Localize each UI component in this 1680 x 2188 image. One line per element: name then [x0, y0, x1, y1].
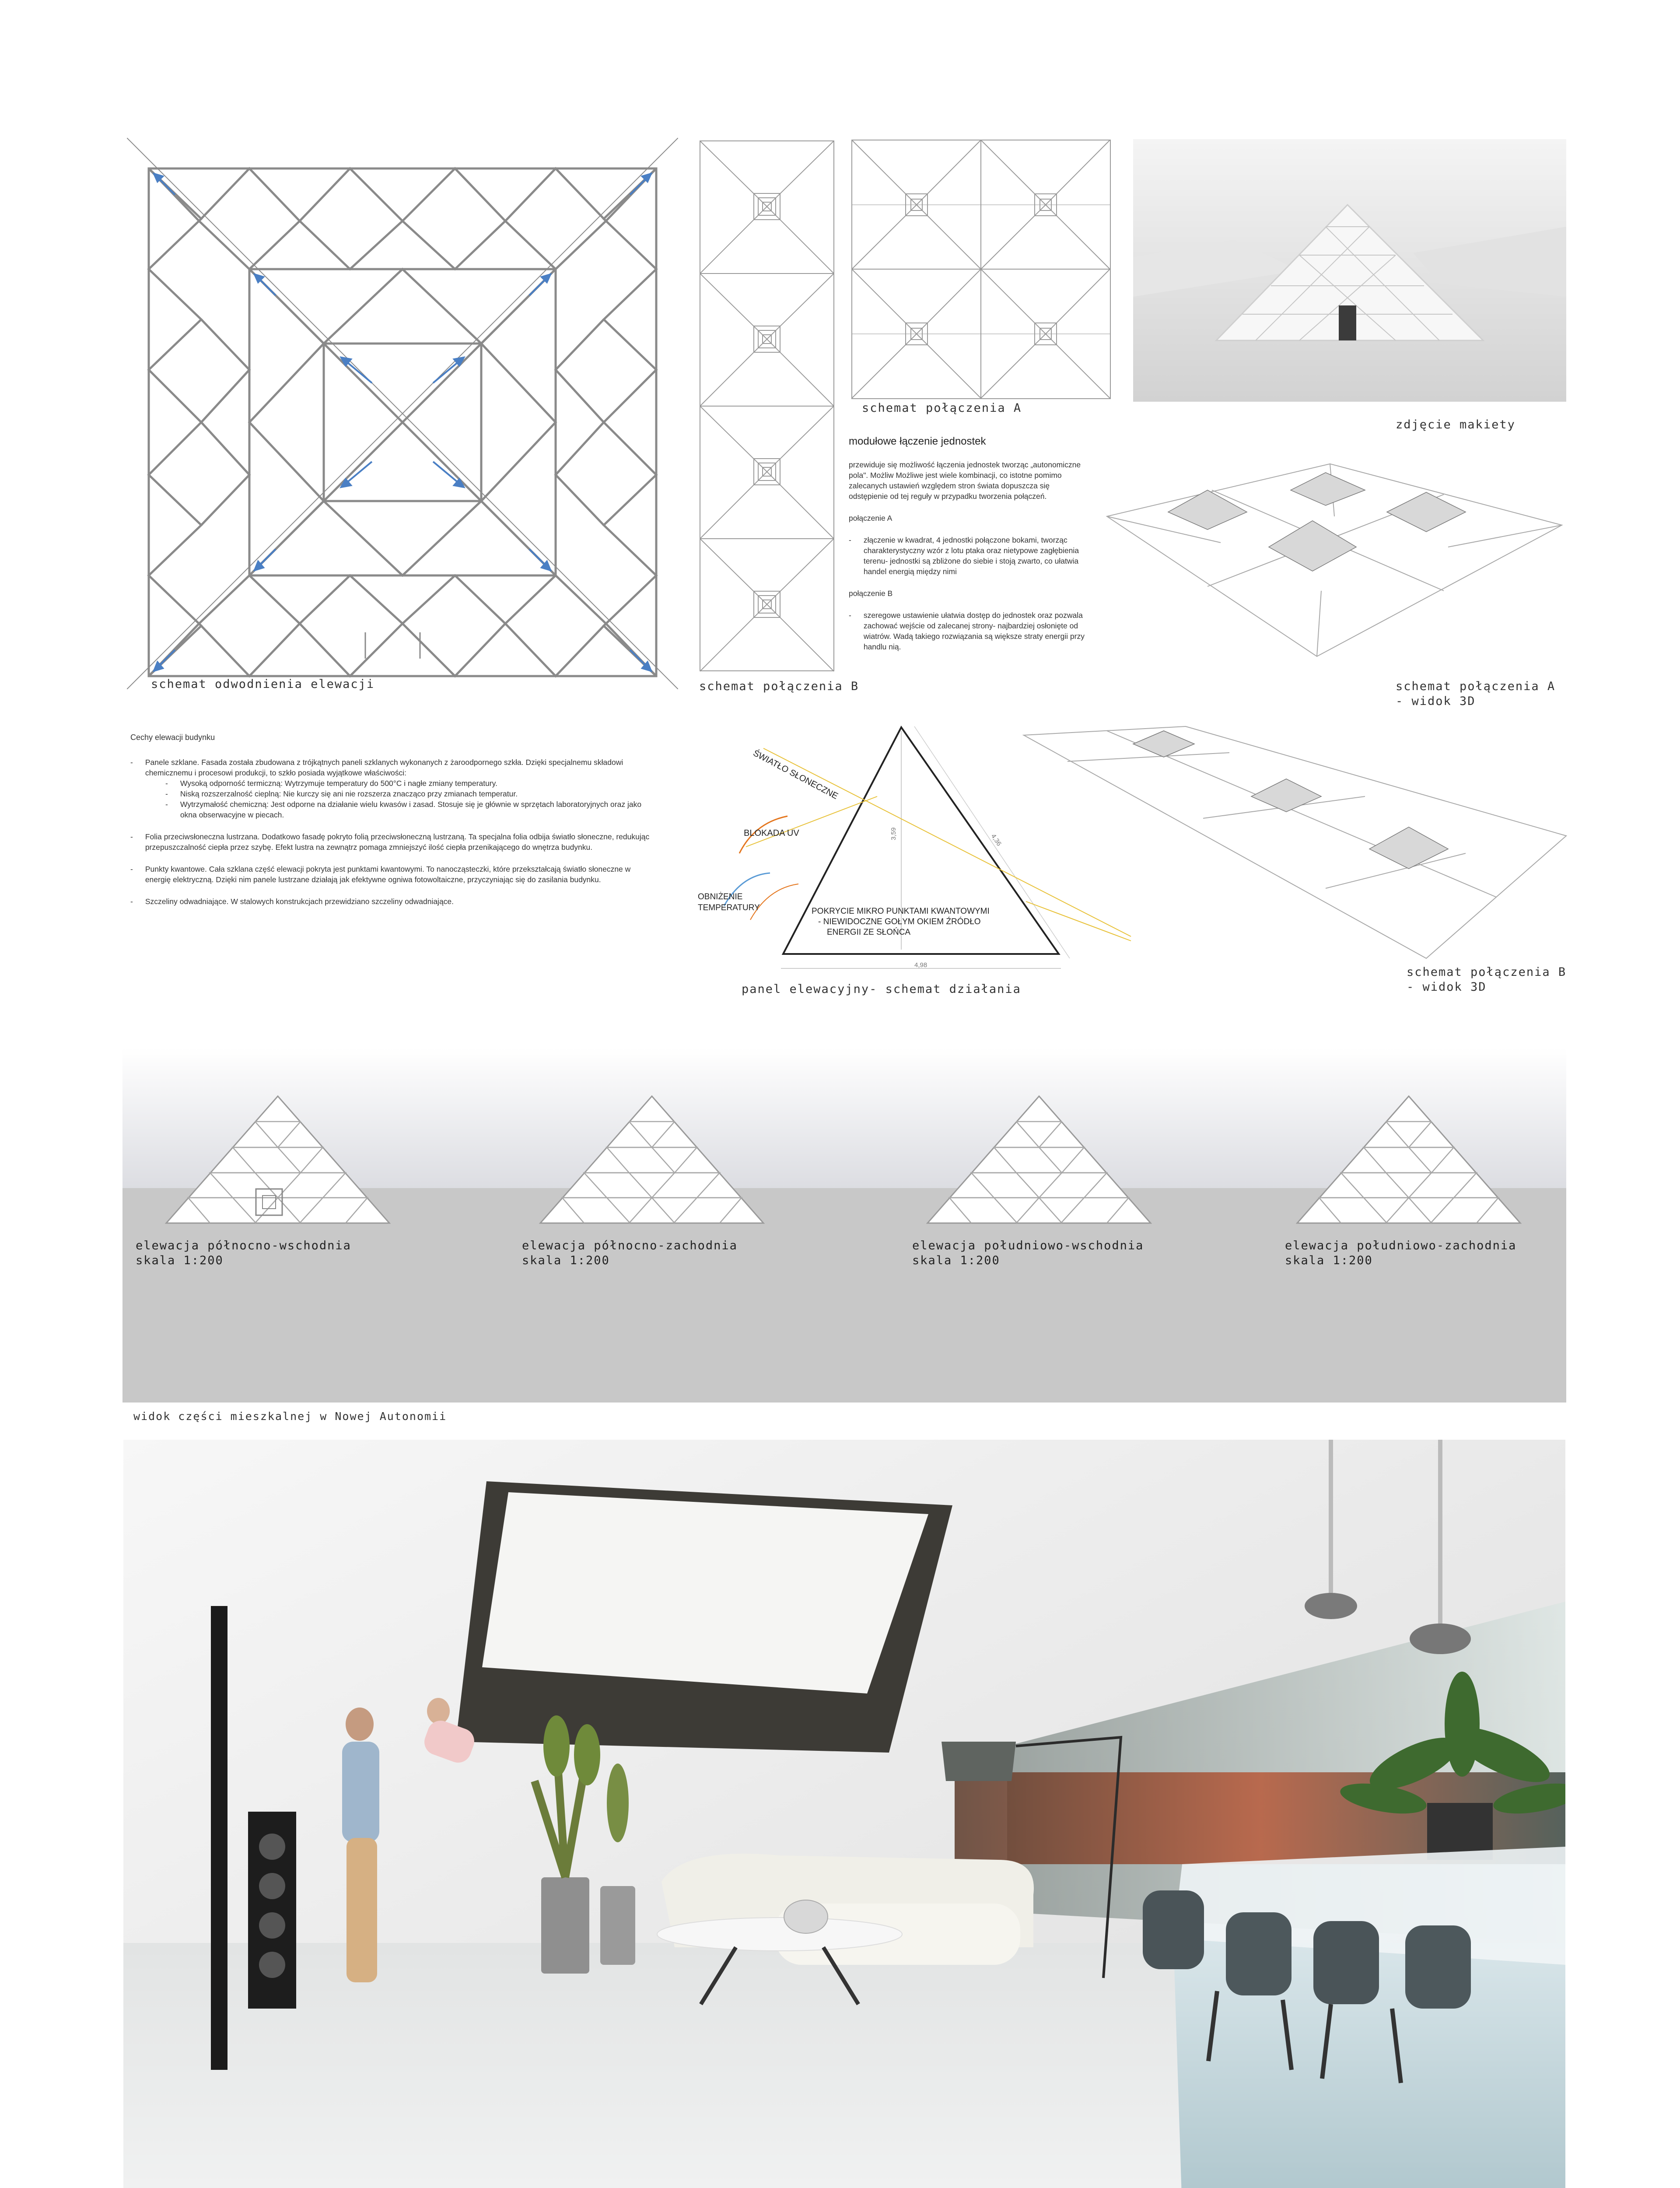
connection-b-3d-caption: [1407, 965, 1566, 995]
elevation-se-name: elewacja południowo-wschodnia: [912, 1239, 1144, 1252]
connection-a-text: złączenie w kwadrat, 4 jednostki połączone bokami, tworząc charakterystyczny wzór z lotu ptaka oraz nietypowe zagłębienia terenu- jednostki są zbliżone do siebie i stoją zwarto, co ułatwia handel energią między nimi: [863, 536, 1079, 576]
panel-diagram-caption: panel elewacyjny- schemat działania: [742, 982, 1021, 996]
elevation-sw-label: [1285, 1238, 1516, 1268]
connection-b-item: - szeregowe ustawienie ułatwia dostęp do jednostek oraz pozwala zachować wejście od zalecanej strony- najbardziej osłonięte od wiatrów. Wadą takiego rozwiązania są większe straty energii przy handlu nią.: [849, 611, 1085, 651]
model-photo-caption: zdjęcie makiety: [1396, 418, 1516, 431]
drainage-plan-drawing: [127, 138, 678, 689]
sunlight-label: ŚWIATŁO SŁONECZNE: [751, 748, 840, 801]
feature-glass-text: Panele szklane. Fasada została zbudowana z trójkątnych paneli szklanych wykonanych z żaroodpornego szkła. Dzięki specjalnemu składowi chemicznemu i procesowi produkcji, to szkło posiada wyjątkowe właściwości:: [145, 758, 623, 777]
modular-title: modułowe łączenie jednostek: [849, 435, 986, 447]
connection-a-3d-caption-line1: schemat połączenia A: [1396, 680, 1556, 693]
feature-glass-sub-c: - Wytrzymałość chemiczną: Jest odporne na działanie wielu kwasów i zasad. Stosuje się je głównie w sprzętach laboratoryjnych oraz jako okna obserwacyjne w piecach.: [165, 799, 655, 820]
feature-glass-sub-a-text: Wysoką odporność termiczną: Wytrzymuje temperatury do 500°C i nagłe zmiany temperatury.: [180, 779, 497, 788]
elevation-ne-scale: skala 1:200: [136, 1254, 224, 1267]
modular-text: [849, 459, 1085, 652]
coating-label-2: - NIEWIDOCZNE GOŁYM OKIEM ŹRÓDŁO: [818, 917, 981, 926]
elevation-nw-label: [522, 1238, 738, 1268]
side-dimension: 4,36: [989, 832, 1003, 848]
feature-slots: - Szczeliny odwadniające. W stalowych konstrukcjach przewidziano szczeliny odwadniające.: [130, 897, 454, 906]
connection-a-3d-caption: [1396, 679, 1555, 709]
connection-a-drawing: [851, 139, 1111, 400]
feature-film: - Folia przeciwsłoneczna lustrzana. Dodatkowo fasadę pokryto folią przeciwsłoneczną lustrzaną. Ta specjalna folia odbija światło słoneczne, redukując przepuszczalność ciepła przez szybę. Efekt lustra na zewnątrz pomaga zmniejszyć ilość ciepła przenikającego do wnętrza budynku.: [130, 831, 655, 852]
feature-glass: - Panele szklane. Fasada została zbudowana z trójkątnych paneli szklanych wykonanych z żaroodpornego szkła. Dzięki specjalnemu składowi chemicznemu i procesowi produkcji, to szkło posiada wyjątkowe właściwości:: [130, 757, 655, 778]
feature-glass-sub: [130, 778, 655, 820]
height-dimension: 3,59: [890, 827, 897, 840]
connection-b-3d-caption-line2: - widok 3D: [1407, 980, 1487, 994]
coating-label-1: POKRYCIE MIKRO PUNKTAMI KWANTOWYMI: [812, 907, 990, 916]
modular-intro: przewiduje się możliwość łączenia jednostek tworząc „autonomiczne pola". Możliw Możliwe jest wiele kombinacji, co istotne pomimo zalecanych ustawień względem stron świata dopuszcza się odstępienie od tej reguły w przypadku tworzenia połączeń.: [849, 460, 1081, 501]
model-photo: [1133, 139, 1566, 402]
connection-a-3d-caption-line2: - widok 3D: [1396, 694, 1476, 708]
features-text: [130, 757, 655, 907]
feature-glass-sub-a: - Wysoką odporność termiczną: Wytrzymuje temperatury do 500°C i nagłe zmiany temperatury.: [165, 779, 497, 788]
feature-quantum-text: Punkty kwantowe. Cała szklana część elewacji pokryta jest punktami kwantowymi. To nanocząsteczki, które przekształcają światło słoneczne w energię elektryczną. Dzięki nim panele lustrzane działają jak efektywne ogniwa fotowoltaiczne, przyczyniając się do zasilania budynku.: [145, 865, 631, 884]
base-dimension: 4,98: [914, 961, 928, 969]
connection-a-caption: schemat połączenia A: [862, 401, 1022, 415]
elevation-sw-name: elewacja południowo-zachodnia: [1285, 1239, 1517, 1252]
elevation-se-label: [912, 1238, 1144, 1268]
feature-glass-sub-b: - Niską rozszerzalność cieplną: Nie kurczy się ani nie rozszerza znacząco przy zmianach temperatur.: [165, 789, 518, 798]
temperature-label-1: OBNIŻENIE: [698, 892, 743, 901]
connection-a-3d-drawing: [1098, 455, 1571, 665]
drainage-caption: schemat odwodnienia elewacji: [151, 677, 375, 691]
connection-b-3d-drawing: [1019, 722, 1571, 967]
connection-b-text: szeregowe ustawienie ułatwia dostęp do jednostek oraz pozwala zachować wejście od zalecanej strony- najbardziej osłonięte od wiatrów. Wadą takiego rozwiązania są większe straty energii przy handlu nią.: [863, 611, 1085, 651]
feature-glass-sub-c-text: Wytrzymałość chemiczną: Jest odporne na działanie wielu kwasów i zasad. Stosuje się je głównie w sprzętach laboratoryjnych oraz jako okna obserwacyjne w piecach.: [180, 800, 642, 819]
connection-b-3d-caption-line1: schemat połączenia B: [1407, 965, 1567, 979]
interior-render: [123, 1440, 1565, 2188]
elevation-ne-label: [136, 1238, 351, 1268]
elevation-sw-scale: skala 1:200: [1285, 1254, 1373, 1267]
connection-a-heading: połączenie A: [849, 514, 892, 522]
connection-b-caption: schemat połączenia B: [699, 680, 859, 693]
connection-b-drawing: [699, 140, 835, 672]
connection-b-heading: połączenie B: [849, 589, 893, 598]
elevations-band: [122, 1048, 1566, 1403]
features-title: Cechy elewacji budynku: [130, 733, 215, 742]
elevation-nw-name: elewacja północno-zachodnia: [522, 1239, 738, 1252]
coating-label-3: ENERGII ZE SŁOŃCA: [827, 928, 911, 937]
interior-caption: widok części mieszkalnej w Nowej Autonomii: [133, 1410, 447, 1423]
feature-slots-text: Szczeliny odwadniające. W stalowych konstrukcjach przewidziano szczeliny odwadniające.: [145, 897, 454, 906]
feature-glass-sub-b-text: Niską rozszerzalność cieplną: Nie kurczy się ani nie rozszerza znacząco przy zmianach temperatur.: [180, 789, 518, 798]
feature-quantum: - Punkty kwantowe. Cała szklana część elewacji pokryta jest punktami kwantowymi. To nanocząsteczki, które przekształcają światło słoneczne w energię elektryczną. Dzięki nim panele lustrzane działają jak efektywne ogniwa fotowoltaiczne, przyczyniając się do zasilania budynku.: [130, 864, 655, 885]
elevation-se-scale: skala 1:200: [912, 1254, 1000, 1267]
elevation-nw-scale: skala 1:200: [522, 1254, 610, 1267]
connection-a-item: - złączenie w kwadrat, 4 jednostki połączone bokami, tworząc charakterystyczny wzór z lotu ptaka oraz nietypowe zagłębienia terenu- jednostki są zbliżone do siebie i stoją zwarto, co ułatwia handel energią między nimi: [849, 535, 1085, 577]
temperature-label-2: TEMPERATURY: [698, 903, 760, 912]
uv-block-label: BLOKADA UV: [744, 828, 799, 838]
elevation-ne-name: elewacja północno-wschodnia: [136, 1239, 351, 1252]
feature-film-text: Folia przeciwsłoneczna lustrzana. Dodatkowo fasadę pokryto folią przeciwsłoneczną lustrzaną. Ta specjalna folia odbija światło słoneczne, redukując przepuszczalność ciepła przez szybę. Efekt lustra na zewnątrz pomaga zmniejszyć ilość ciepła przenikającego do wnętrza budynku.: [145, 832, 650, 852]
